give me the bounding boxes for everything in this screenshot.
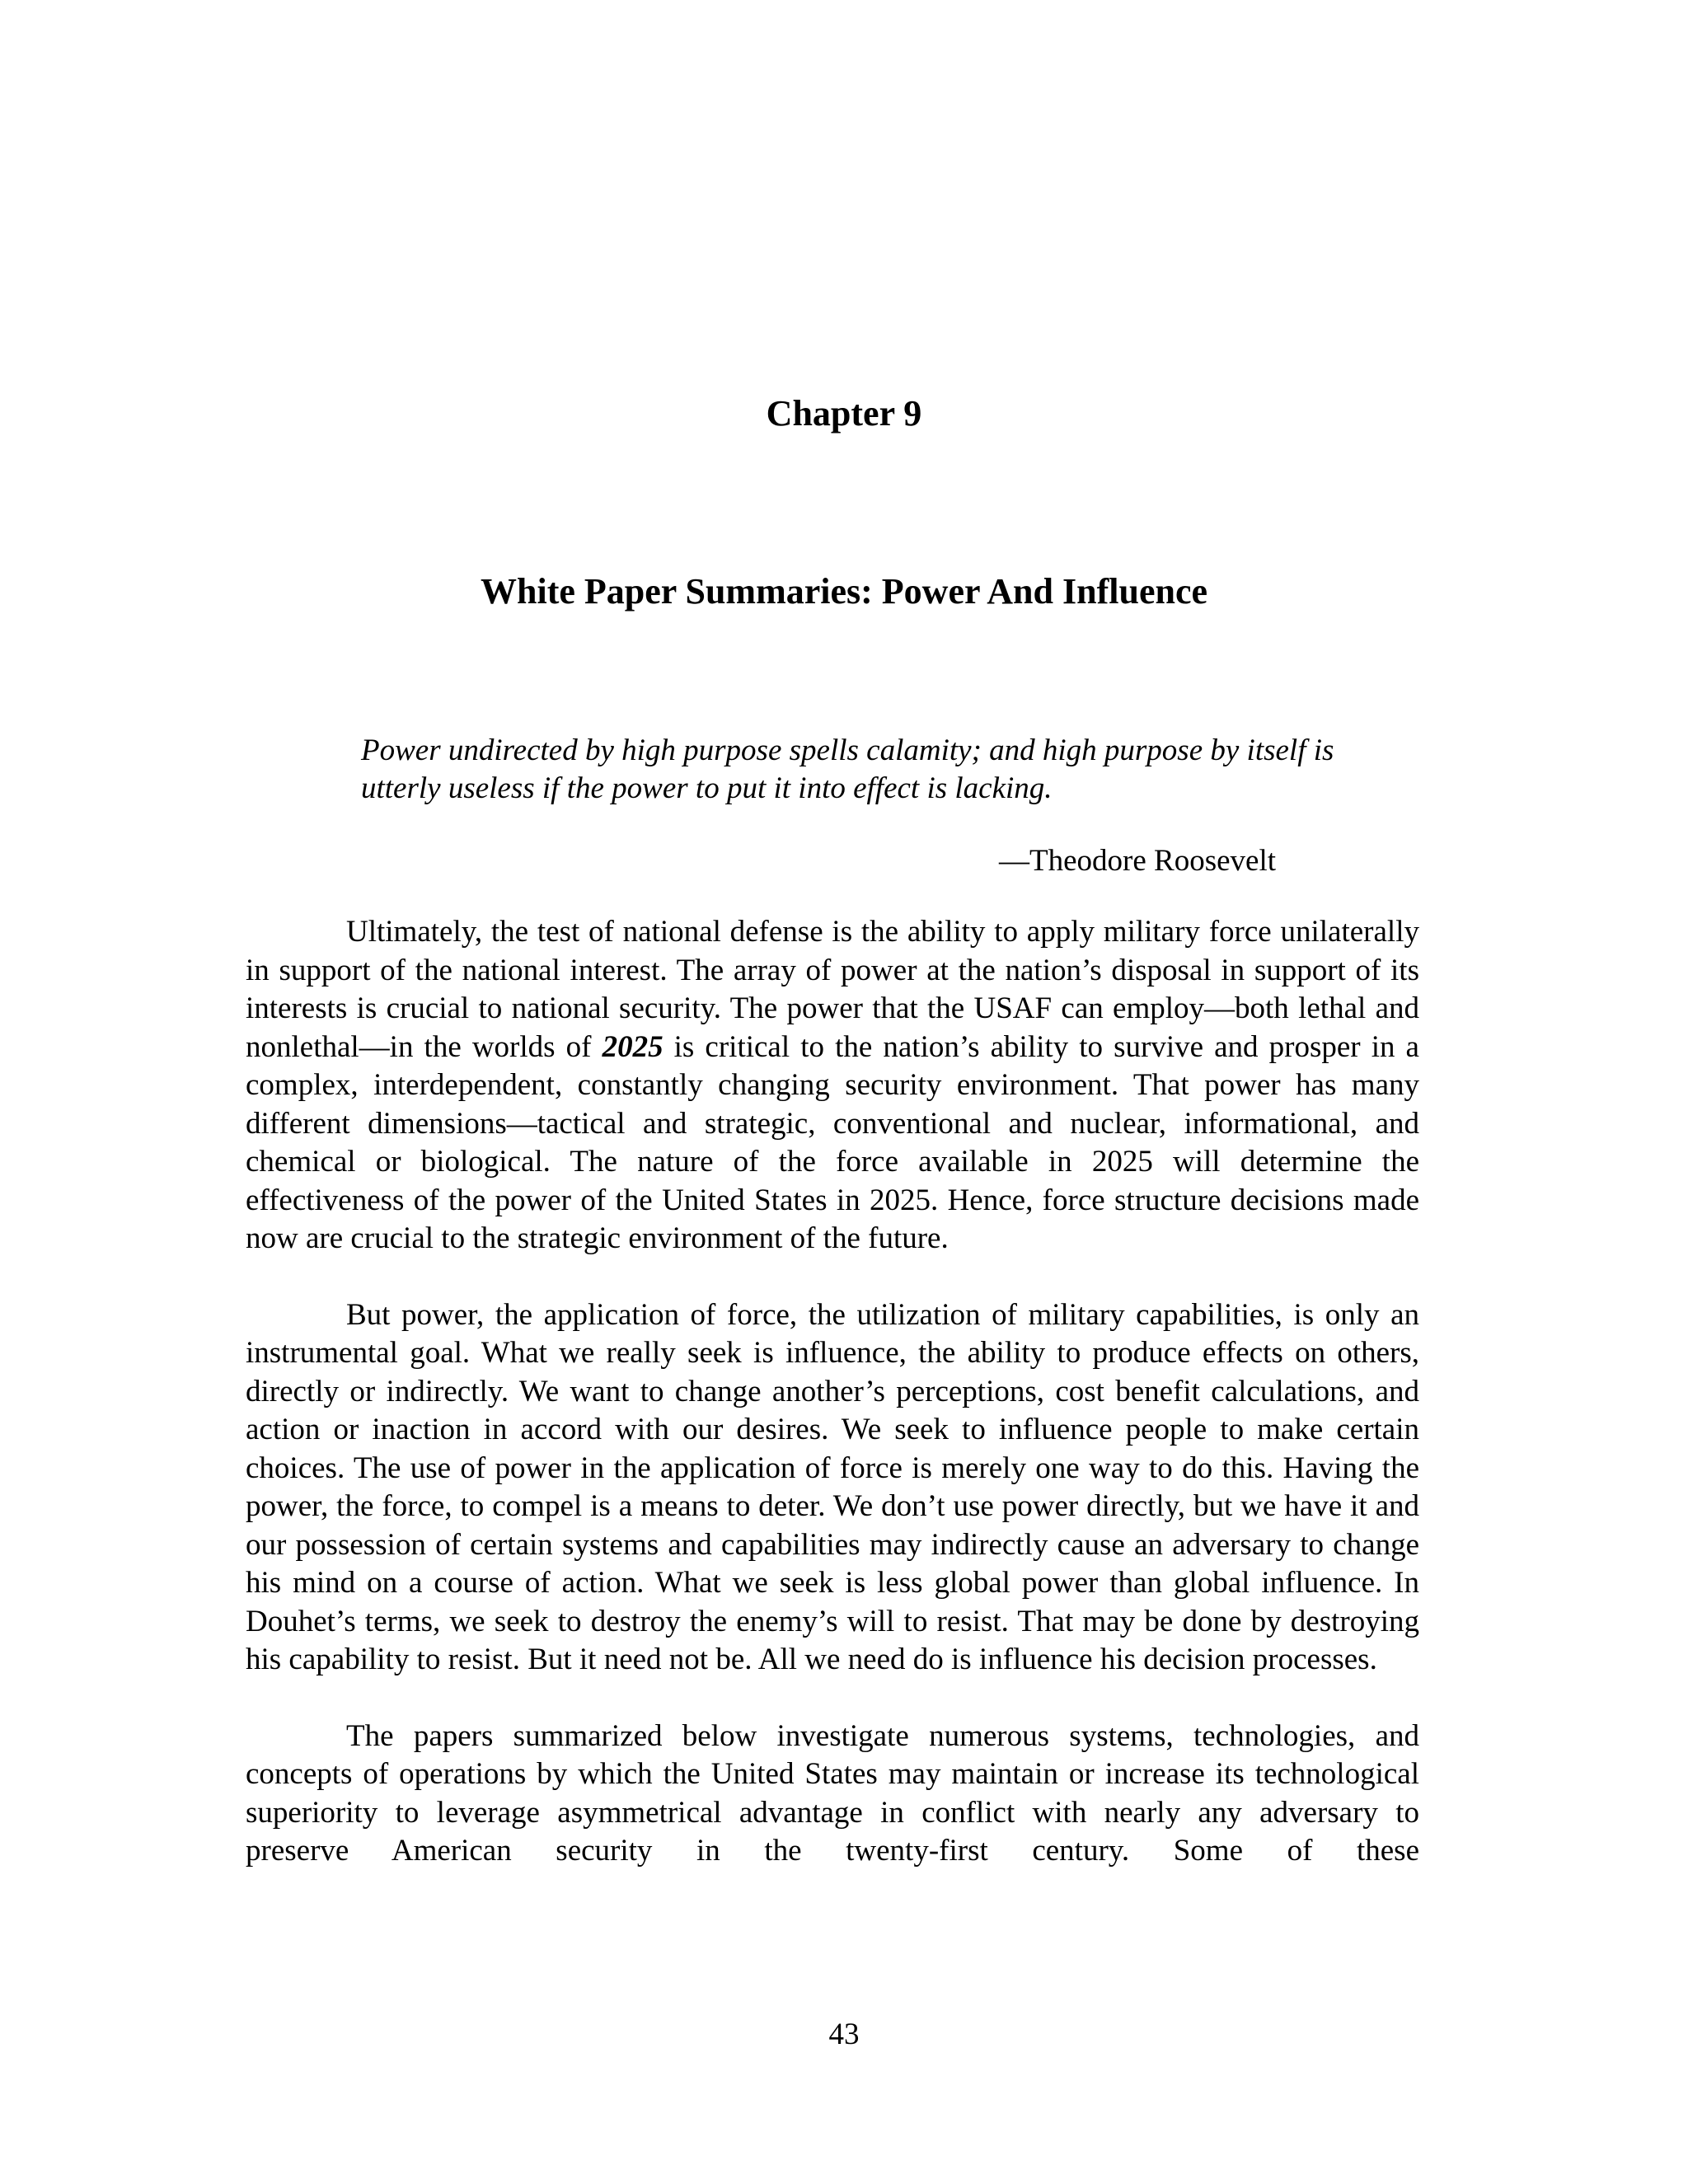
chapter-title: White Paper Summaries: Power And Influence [481,571,1207,612]
paragraph-1-part-1: Ultimately, the test of national defense is the ability to apply military force unilaterally in support of the national interest. The array of power at the nation’s disposal in support of its interests is crucial to national security. The power that the USAF can employ—both lethal and nonlethal—in the worlds of [246,915,1419,1064]
epigraph-quote: Power undirected by high purpose spells calamity; and high purpose by itself is utterly useless if the power to put it into effect is lacking. [361,733,1334,805]
paragraph-1-part-2: is critical to the nation’s ability to survive and prosper in a complex, interdependent, constantly changing security environment. That power has many different dimensions—tactical and strategic, conventional and nuclear, informational, and chemical or biological. The nature of the force available in 2025 will determine the effectiveness of the power of the United States in 2025. Hence, force structure decisions made now are crucial to the strategic environment of the future. [246,1029,1419,1255]
epigraph-attribution: —Theodore Roosevelt [999,844,1276,878]
paragraph-1 [246,913,1419,1258]
paragraph-2: But power, the application of force, the utilization of military capabilities, is only an instrumental goal. What we really seek is influence, the ability to produce effects on others, directly or indirectly. We want to change another’s perceptions, cost benefit calculations, and action or inaction in accord with our desires. We seek to influence people to make certain choices. The use of power in the application of force is merely one way to do this. Having the power, the force, to compel is a means to deter. We don’t use power directly, but we have it and our possession of certain systems and capabilities may indirectly cause an adversary to change his mind on a course of action. What we seek is less global power than global influence. In Douhet’s terms, we seek to destroy the enemy’s will to resist. That may be done by destroying his capability to resist. But it need not be. All we need do is influence his decision processes. [246,1297,1419,1676]
chapter-number: Chapter 9 [766,393,922,434]
body-text [246,913,1419,1909]
paragraph-1-emphasis: 2025 [602,1029,663,1064]
page-number: 43 [828,2018,860,2051]
paragraph-3: The papers summarized below investigate numerous systems, technologies, and concepts of operations by which the United States may maintain or increase its technological superiority to leverage asymmetrical advantage in conflict with nearly any adversary to preserve American security in the twenty-first century. Some of these [246,1718,1419,1868]
